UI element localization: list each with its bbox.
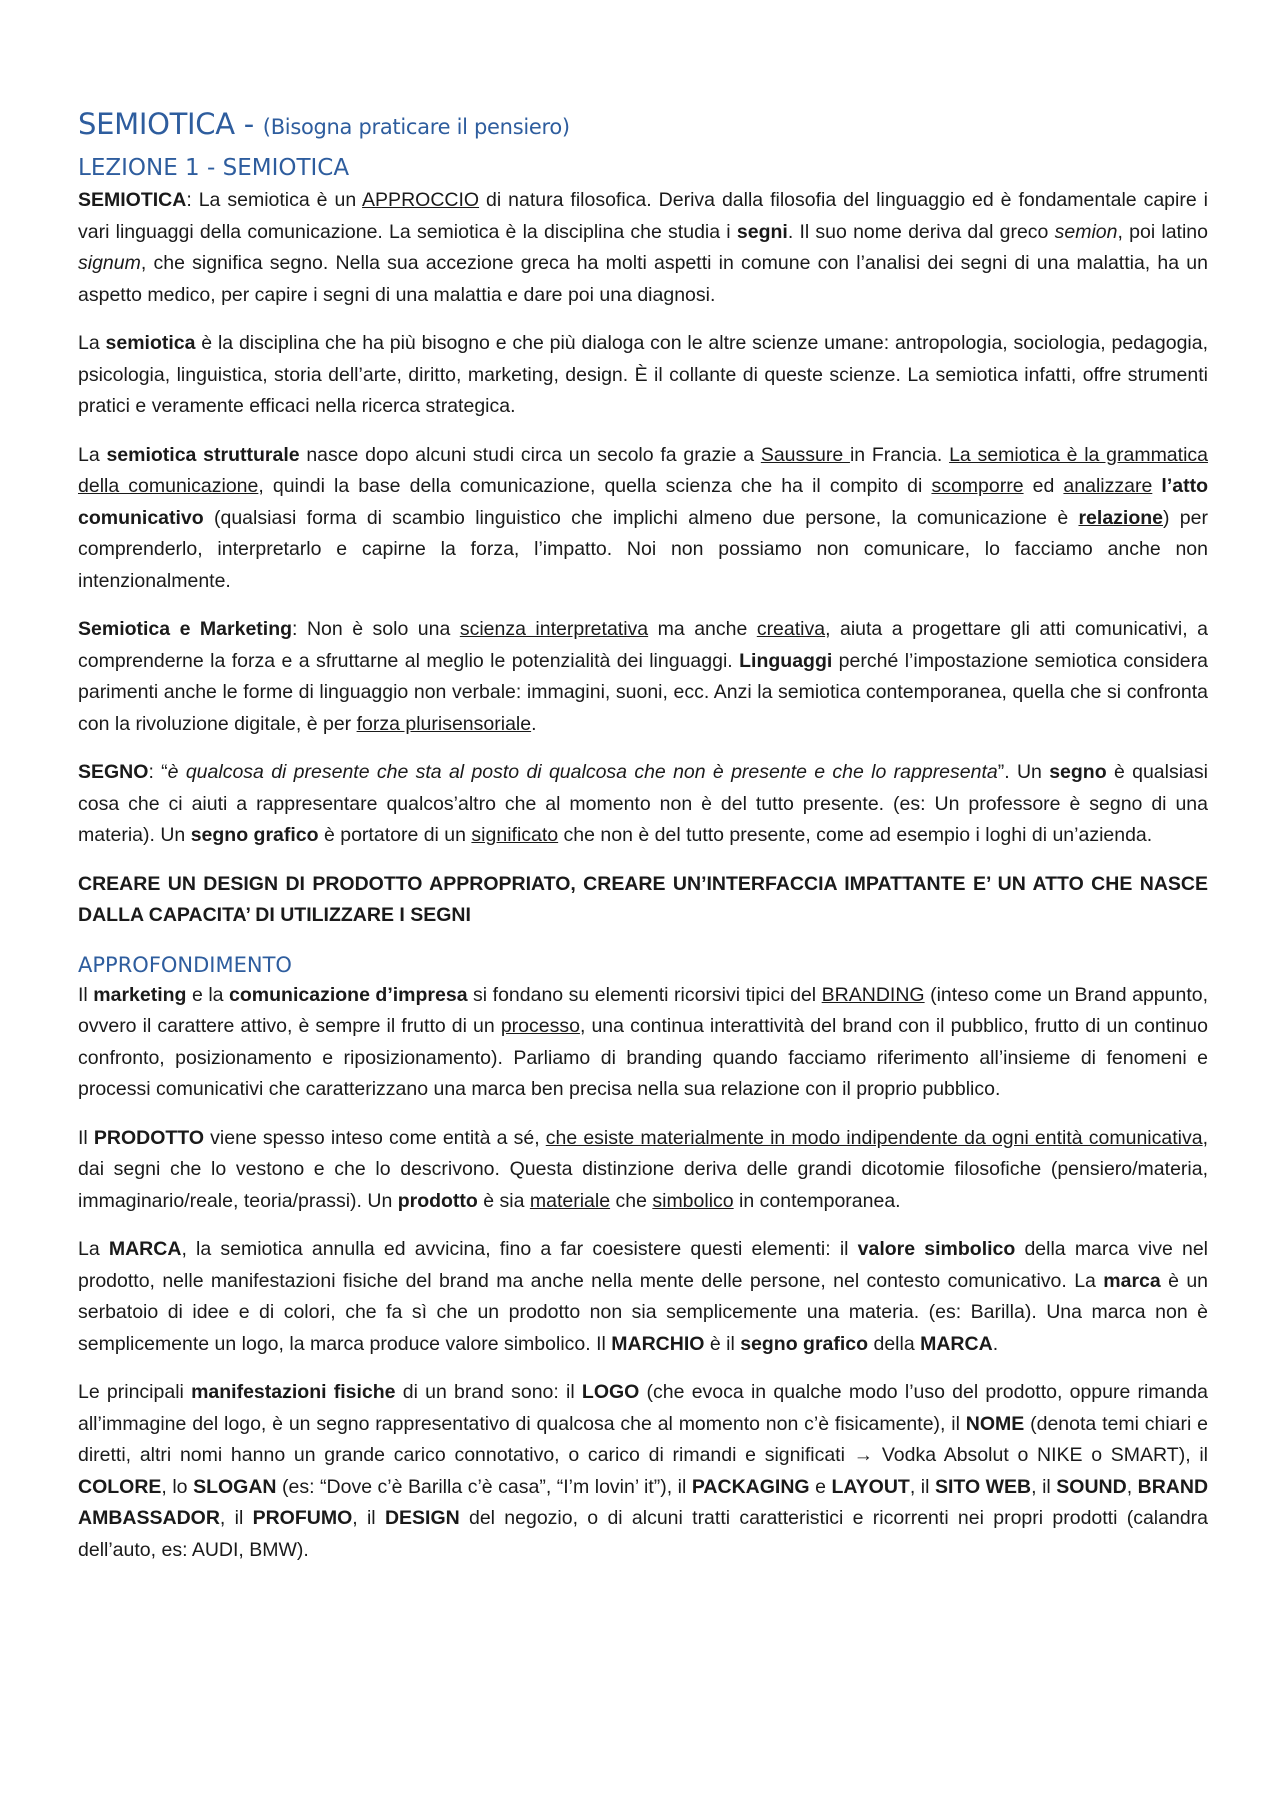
document-page [78,104,1208,1583]
text-span: (inteso come un Brand appunto, ovvero il carattere attivo, è sempre il frutto di un [78,983,1209,1037]
text-span: e la [186,983,230,1006]
text-span: : Non è solo una [292,618,460,640]
text-span: , quindi la base della comunicazione, quella scienza che ha il compito di [258,475,932,497]
text-span: è un serbatoio di idee e di colori, che fa sì che un prodotto non sia semplicemente una materia. (es: Barilla). Una marca non è semplicemente un logo, la marca produce valore simbolico. Il [78,1269,1209,1355]
bold-term: valore simbolico [857,1238,1016,1260]
text-span: perché l’impostazione semiotica considera parimenti anche le forme di linguaggio non verbale: immagini, suoni, ecc. Anzi la semiotica contemporanea, quella che si confronta con la rivoluzione digitale, è per [78,649,1208,735]
text-span: si fondano su elementi ricorsivi tipici del [467,983,822,1006]
text-span: , che significa segno. Nella sua accezione greca ha molti aspetti in comune con l’analisi dei segni di una malattia, ha un aspetto medico, per capire i segni di una malattia e dare poi una diagnosi. [78,252,1208,306]
bold-term: DESIGN [384,1507,460,1529]
text-span: , [1126,1475,1138,1498]
text-span: viene spesso inteso come entità a sé, [204,1126,546,1149]
text-span: (qualsiasi forma di scambio linguistico che implichi almeno due persone, la comunicazione è [203,506,1079,529]
text-span: in Francia. [849,443,950,466]
title-subtitle: (Bisogna praticare il pensiero) [262,115,570,139]
text-span: Il [78,1126,94,1149]
underlined-term: significato [471,824,559,846]
bold-term: SOUND [1056,1475,1127,1498]
term-semiotica: SEMIOTICA [78,189,187,211]
bold-term: l’atto comunicativo [78,475,1208,529]
italic-term: semion [1054,220,1118,243]
text-span: , dai segni che lo vestono e che lo descrivono. Questa distinzione deriva delle grandi dicotomie filosofiche (pensiero/materia, immaginario/reale, teoria/prassi). Un [78,1126,1208,1212]
underlined-term: analizzare [1063,475,1153,497]
bold-term: MARCA [920,1332,993,1355]
text-span: . [531,712,537,735]
text-span: è qualsiasi cosa che ci aiuti a rappresentare qualcos’altro che al momento non è del tutto presente. (es: Un professore è segno di una materia). Un [78,761,1208,846]
caps-statement: CREARE UN DESIGN DI PRODOTTO APPROPRIATO, CREARE UN’INTERFACCIA IMPATTANTE E’ UN ATTO CHE NASCE DALLA CAPACITA’ DI UTILIZZARE I SEGNI [78,872,1208,926]
bold-term: NOME [965,1412,1025,1435]
text-span: , il [352,1507,385,1529]
text-span: . [992,1332,999,1355]
bold-term: marca [1103,1269,1161,1292]
text-span: che [610,1189,653,1212]
underlined-term: BRANDING [821,983,925,1006]
paragraph-semiotica-marketing [78,614,1208,740]
text-span: (es: “Dove c’è Barilla c’è casa”, “I’m lovin’ it”), il [276,1475,692,1498]
text-span: , lo [161,1475,194,1498]
bold-term: prodotto [397,1189,478,1212]
bold-term: SEGNO [78,761,149,783]
underlined-term: che esiste materialmente in modo indipendente da ogni entità comunicativa [545,1126,1203,1149]
bold-term: LAYOUT [831,1475,910,1498]
bold-underlined-term: relazione [1078,506,1164,529]
bold-term: MARCHIO [611,1332,705,1355]
paragraph-manifestazioni [78,1377,1208,1566]
text-span: ed [1023,475,1064,497]
text-span: di un brand sono: il [395,1381,582,1403]
text-span: della marca vive nel prodotto, nelle manifestazioni fisiche del brand ma anche nella mente delle persone, nel contesto comunicativo. La [78,1238,1209,1292]
text-span: della [868,1332,921,1355]
paragraph-semiotica-definition [78,185,1208,311]
text-span: è sia [477,1189,530,1212]
text-span: : “ [148,761,168,783]
text-span: in contemporanea. [733,1189,901,1212]
italic-term: signum [78,252,141,274]
bold-term: manifestazioni fisiche [191,1381,396,1403]
text-span: ”. Un [997,761,1050,783]
text-span: è portatore di un [318,824,472,846]
underlined-term: simbolico [652,1189,734,1212]
text-span: ma anche [648,618,757,640]
lesson-title: LEZIONE 1 - SEMIOTICA [78,155,350,181]
text-span: Il [78,983,94,1006]
bold-term: segno [1049,761,1107,783]
bold-term: MARCA [108,1238,182,1260]
text-span: La [78,443,107,466]
text-span: nasce dopo alcuni studi circa un secolo fa grazie a [299,443,761,466]
underlined-term: forza plurisensoriale [356,712,532,735]
bold-term: segno grafico [190,824,319,846]
section-title: APPROFONDIMENTO [78,952,292,977]
paragraph-segno [78,757,1208,852]
text-span: e [809,1475,832,1498]
text-span: (denota temi chiari e diretti, altri nomi hanno un grande carico connotativo, o carico di rimandi e significati → Vodka Absolut o NIKE o SMART), il [78,1412,1209,1466]
text-span: , il [909,1475,935,1498]
underlined-term: scomporre [931,475,1024,497]
underlined-term: materiale [529,1189,611,1212]
paragraph-branding [78,980,1208,1106]
bold-term: BRAND AMBASSADOR [78,1475,1209,1529]
text-span: di natura filosofica. Deriva dalla filosofia del linguaggio ed è fondamentale capire i vari linguaggi della comunicazione. La semiotica è la disciplina che studia i [78,189,1208,243]
text-span: del negozio, o di alcuni tratti caratteristici e ricorrenti nei propri prodotti (calandra dell’auto, es: AUDI, BMW). [78,1507,1209,1561]
bold-term: segno grafico [740,1332,869,1355]
paragraph-marca [78,1234,1208,1360]
text-span: è il [704,1332,741,1355]
bold-term: Linguaggi [739,649,833,672]
document-title [78,104,1208,147]
text-span: . Il suo nome deriva dal greco [787,220,1055,243]
bold-term: semiotica strutturale [106,443,300,466]
underlined-term: APPROCCIO [362,189,480,211]
text-span: , il [1031,1475,1057,1498]
bold-term: comunicazione d’impresa [229,983,468,1006]
underlined-term: processo [500,1015,580,1037]
text-span: : La semiotica è un [186,189,363,211]
bold-term: SITO WEB [934,1475,1032,1498]
text-span: , una continua interattività del brand con il pubblico, frutto di un continuo confronto, posizionamento e riposizionamento). Parliamo di branding quando facciamo riferimento all’insieme di fenomeni e processi comunicativi che caratterizzano una marca ben precisa nella sua relazione con il proprio pubblico. [78,1015,1208,1100]
underlined-term: Saussure [760,443,850,466]
bold-term: LOGO [581,1381,640,1403]
paragraph-semiotica-sciences [78,328,1208,423]
bold-term: PROFUMO [252,1507,353,1529]
text-span: La [78,1238,109,1260]
bold-term: PACKAGING [691,1475,810,1498]
text-span: , poi latino [1117,220,1208,243]
text-span: ) per comprenderlo, interpretarlo e capirne la forza, l’impatto. Noi non possiamo non comunicare, lo facciamo anche non intenzionalmente. [78,506,1208,592]
text-span: che non è del tutto presente, come ad esempio i loghi di un’azienda. [558,824,1153,846]
bold-term: semiotica [105,332,196,354]
paragraph-prodotto [78,1123,1208,1218]
bold-term: PRODOTTO [93,1126,205,1149]
text-span: Le principali [78,1381,192,1403]
underlined-term: La semiotica è la grammatica della comunicazione [78,443,1209,497]
text-span: , il [219,1507,253,1529]
text-span: , la semiotica annulla ed avvicina, fino a far coesistere questi elementi: il [181,1238,858,1260]
bold-term: Semiotica e Marketing [78,618,293,640]
text-span: (che evoca in qualche modo l’uso del prodotto, oppure rimanda all’immagine del logo, è un segno rappresentativo di qualcosa che al momento non c’è fisicamente), il [78,1381,1208,1435]
paragraph-semiotica-strutturale [78,440,1208,598]
term-segni: segni [736,220,788,243]
underlined-term: scienza interpretativa [459,618,649,640]
bold-term: COLORE [78,1475,162,1498]
bold-term: marketing [93,983,187,1006]
text-span: è la disciplina che ha più bisogno e che più dialoga con le altre scienze umane: antropologia, sociologia, pedagogia, psicologia, linguistica, storia dell’arte, diritto, marketing, design. È il collante di queste scienze. La semiotica infatti, offre strumenti pratici e veramente efficaci nella ricerca strategica. [78,332,1209,417]
text-span: La [78,332,106,354]
underlined-term: creativa [756,618,826,640]
bold-term: SLOGAN [193,1475,277,1498]
title-main: SEMIOTICA - [78,107,263,141]
text-span: , aiuta a progettare gli atti comunicativi, a comprenderne la forza e a sfruttarne al meglio le potenzialità dei linguaggi. [78,618,1208,672]
italic-quote: è qualcosa di presente che sta al posto di qualcosa che non è presente e che lo rappresenta [167,761,998,783]
